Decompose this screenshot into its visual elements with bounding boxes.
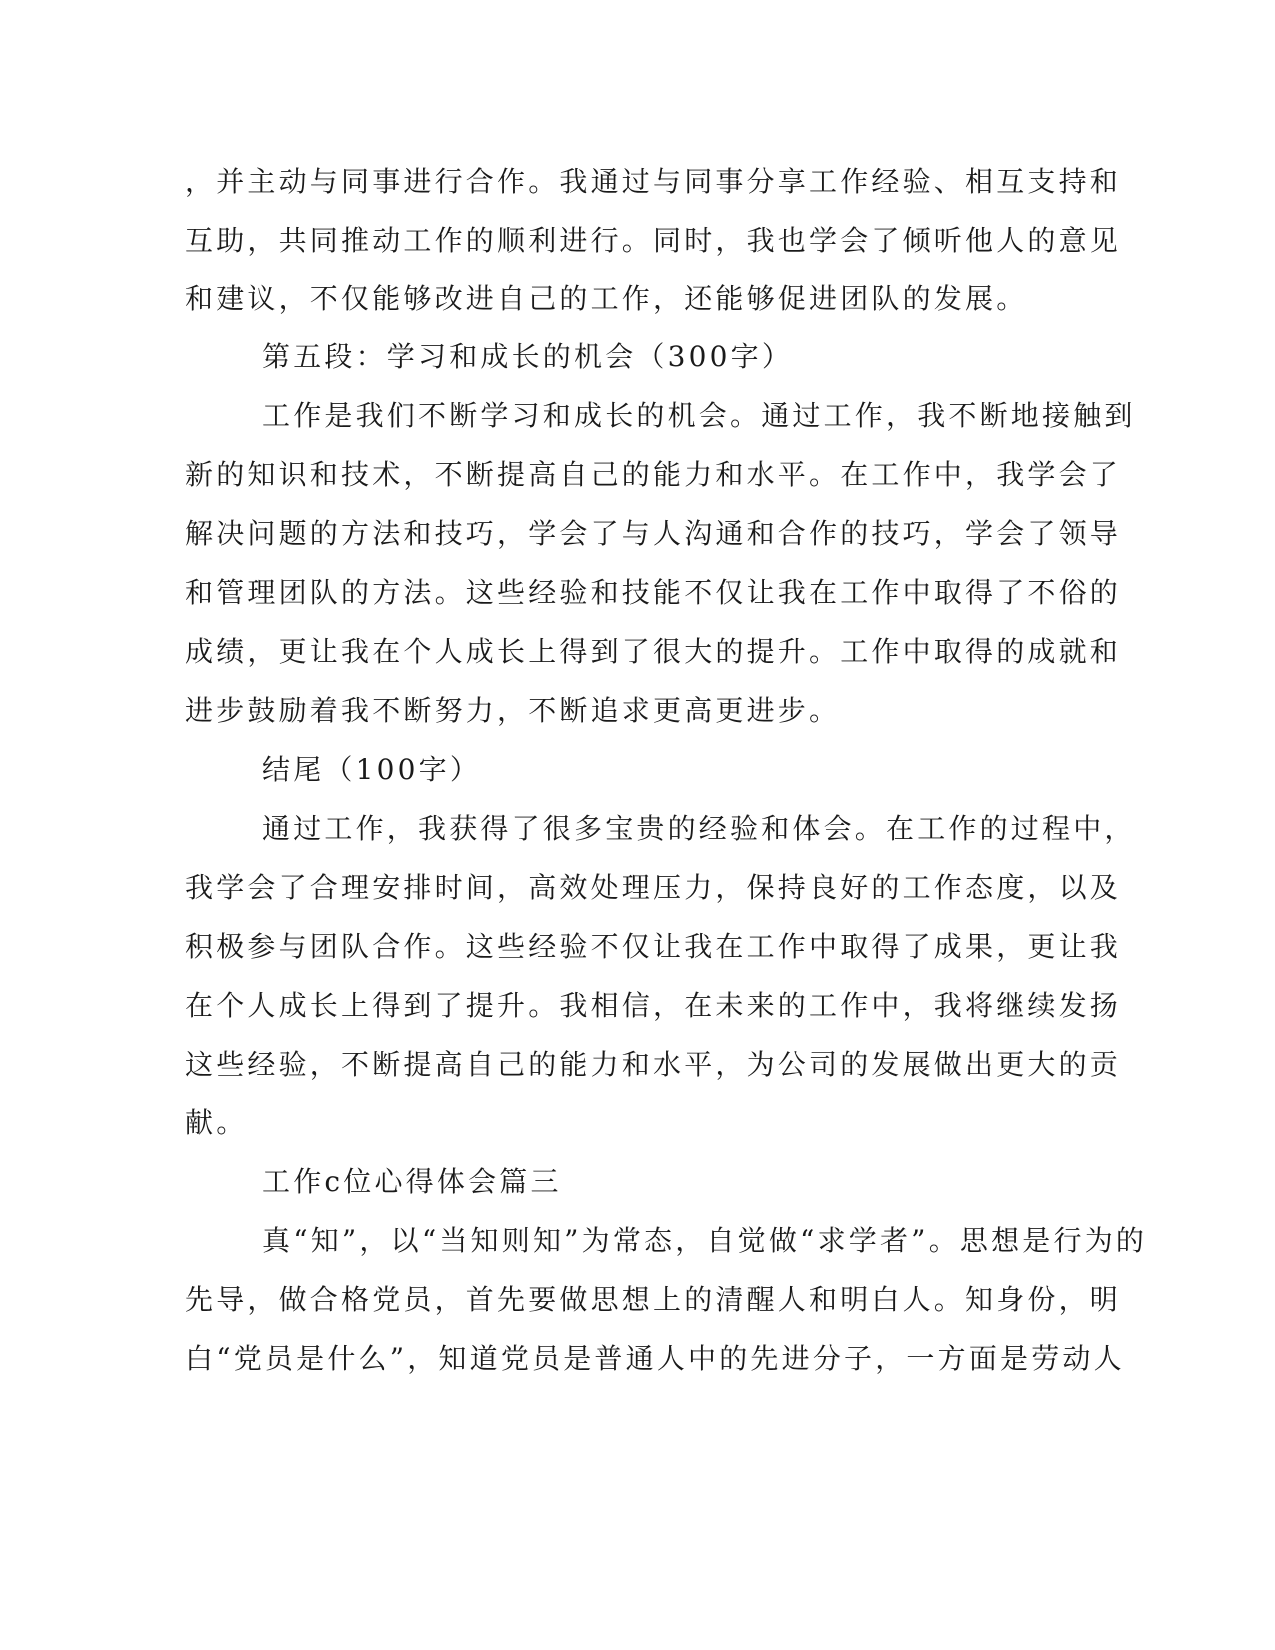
body-text-line: 先导，做合格党员，首先要做思想上的清醒人和明白人。知身份，明 [185, 1283, 1122, 1316]
body-text-line: 这些经验，不断提高自己的能力和水平，为公司的发展做出更大的贡 [185, 1048, 1122, 1081]
section-heading: 第五段：学习和成长的机会（300字） [262, 340, 794, 373]
body-text-line: 成绩，更让我在个人成长上得到了很大的提升。工作中取得的成就和 [185, 635, 1122, 668]
body-text-line: 解决问题的方法和技巧，学会了与人沟通和合作的技巧，学会了领导 [185, 517, 1122, 550]
body-text-line: 在个人成长上得到了提升。我相信，在未来的工作中，我将继续发扬 [185, 989, 1122, 1022]
body-text-line: 互助，共同推动工作的顺利进行。同时，我也学会了倾听他人的意见 [185, 224, 1122, 257]
section-heading: 工作c位心得体会篇三 [262, 1165, 562, 1198]
body-text-line: 和建议，不仅能够改进自己的工作，还能够促进团队的发展。 [185, 282, 1028, 315]
body-text-line: 新的知识和技术，不断提高自己的能力和水平。在工作中，我学会了 [185, 458, 1122, 491]
body-text-line: 进步鼓励着我不断努力，不断追求更高更进步。 [185, 694, 841, 727]
body-text-line: 工作是我们不断学习和成长的机会。通过工作，我不断地接触到 [262, 399, 1136, 432]
body-text-line: ，并主动与同事进行合作。我通过与同事分享工作经验、相互支持和 [185, 165, 1122, 198]
body-text-line: 我学会了合理安排时间，高效处理压力，保持良好的工作态度，以及 [185, 871, 1122, 904]
body-text-line: 白“党员是什么”，知道党员是普通人中的先进分子，一方面是劳动人 [185, 1342, 1125, 1375]
body-text-line: 通过工作，我获得了很多宝贵的经验和体会。在工作的过程中， [262, 812, 1136, 845]
section-heading: 结尾（100字） [262, 753, 482, 786]
body-text-line: 真“知”，以“当知则知”为常态，自觉做“求学者”。思想是行为的 [262, 1224, 1148, 1257]
body-text-line: 献。 [185, 1106, 248, 1139]
body-text-line: 积极参与团队合作。这些经验不仅让我在工作中取得了成果，更让我 [185, 930, 1122, 963]
body-text-line: 和管理团队的方法。这些经验和技能不仅让我在工作中取得了不俗的 [185, 576, 1122, 609]
